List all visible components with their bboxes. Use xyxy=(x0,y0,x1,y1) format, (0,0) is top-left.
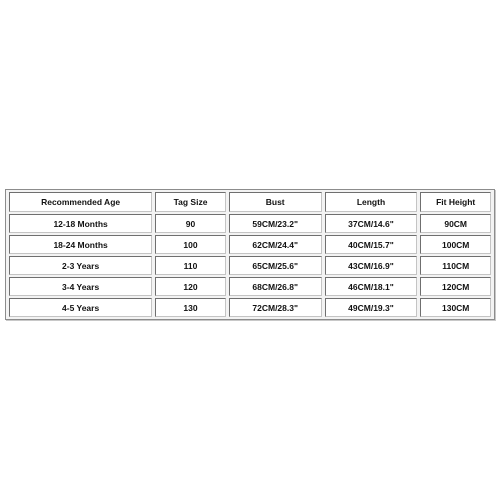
cell-bust: 72CM/28.3" xyxy=(229,298,322,317)
cell-fit-height: 100CM xyxy=(420,235,491,254)
cell-length: 43CM/16.9" xyxy=(325,256,418,275)
cell-length: 46CM/18.1" xyxy=(325,277,418,296)
cell-tag-size: 100 xyxy=(155,235,226,254)
cell-fit-height: 110CM xyxy=(420,256,491,275)
cell-bust: 62CM/24.4" xyxy=(229,235,322,254)
cell-length: 37CM/14.6" xyxy=(325,214,418,233)
header-recommended-age: Recommended Age xyxy=(9,192,152,212)
cell-tag-size: 110 xyxy=(155,256,226,275)
header-length: Length xyxy=(325,192,418,212)
cell-fit-height: 90CM xyxy=(420,214,491,233)
table-row xyxy=(9,214,491,233)
cell-length: 40CM/15.7" xyxy=(325,235,418,254)
table-row xyxy=(9,235,491,254)
cell-fit-height: 130CM xyxy=(420,298,491,317)
cell-bust: 59CM/23.2" xyxy=(229,214,322,233)
header-bust: Bust xyxy=(229,192,322,212)
cell-age: 4-5 Years xyxy=(9,298,152,317)
table-row xyxy=(9,277,491,296)
header-tag-size: Tag Size xyxy=(155,192,226,212)
header-row xyxy=(9,192,491,212)
table-row xyxy=(9,298,491,317)
cell-length: 49CM/19.3" xyxy=(325,298,418,317)
cell-tag-size: 90 xyxy=(155,214,226,233)
cell-age: 12-18 Months xyxy=(9,214,152,233)
header-fit-height: Fit Height xyxy=(420,192,491,212)
cell-fit-height: 120CM xyxy=(420,277,491,296)
cell-bust: 68CM/26.8" xyxy=(229,277,322,296)
size-chart-table xyxy=(5,189,495,320)
table-row xyxy=(9,256,491,275)
cell-age: 18-24 Months xyxy=(9,235,152,254)
cell-tag-size: 130 xyxy=(155,298,226,317)
table-header xyxy=(9,192,491,212)
cell-bust: 65CM/25.6" xyxy=(229,256,322,275)
cell-age: 3-4 Years xyxy=(9,277,152,296)
cell-age: 2-3 Years xyxy=(9,256,152,275)
cell-tag-size: 120 xyxy=(155,277,226,296)
table-body xyxy=(9,214,491,317)
